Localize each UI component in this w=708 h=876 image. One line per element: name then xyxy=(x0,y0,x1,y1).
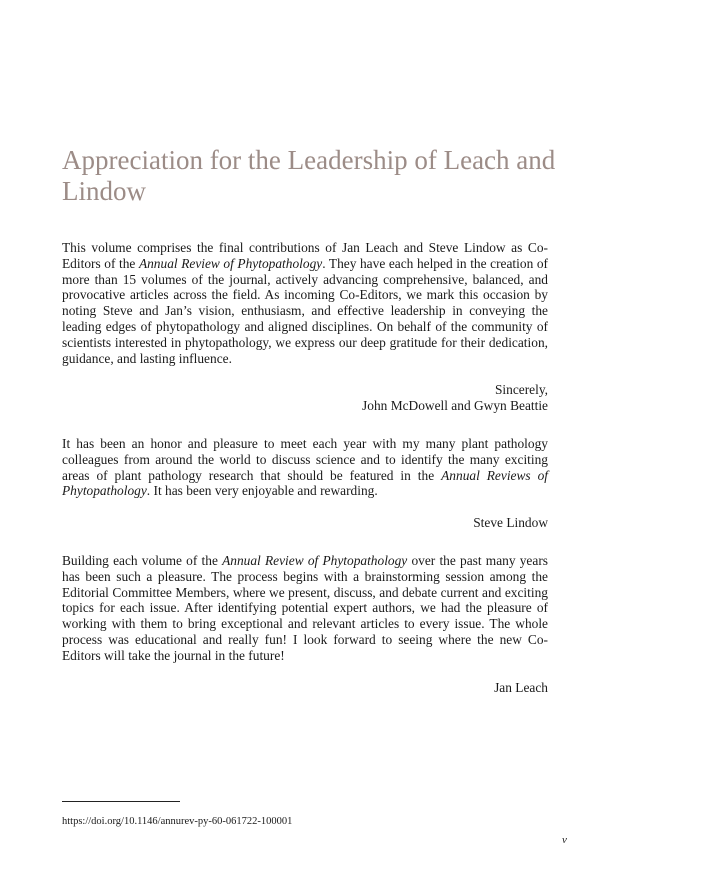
paragraph-text: This volume comprises the final contributions of Jan Leach and Steve Lindow as Co-Editors of the xyxy=(62,240,548,271)
signature-names: John McDowell and Gwyn Beattie xyxy=(362,398,548,414)
paragraph-text: over the past many years has been such a pleasure. The process begins with a brainstorming session among the Editorial Committee Members, where we present, discuss, and debate current and exciting topics for each issue. After identifying potential expert authors, we had the pleasure of working with them to bring exceptional and relevant articles to every issue. The whole process was educational and really fun! I look forward to seeing where the new Co-Editors will take the journal in the future! xyxy=(62,552,548,663)
article-body xyxy=(62,240,548,695)
journal-title-italic: Annual Review of Phytopathology xyxy=(222,552,408,568)
journal-title-italic: Annual Review of Phytopathology xyxy=(138,255,323,271)
signature-closing: Sincerely, xyxy=(494,382,548,398)
page-title: Appreciation for the Leadership of Leach and Lindow xyxy=(62,145,556,206)
footnote-divider xyxy=(62,801,180,802)
paragraph-text: Building each volume of the xyxy=(62,552,223,568)
journal-title-italic: Annual Reviews of Phytopathology xyxy=(62,467,548,499)
paragraph-leach xyxy=(62,553,548,664)
paragraph-text: It has been an honor and pleasure to meet each year with my many plant pathology colleagues from around the world to discuss science and to identify the many exciting areas of plant pathology research that should be featured in the xyxy=(62,435,548,483)
doi-link[interactable]: https://doi.org/10.1146/annurev-py-60-061722-100001 xyxy=(62,816,293,827)
signature-leach: Jan Leach xyxy=(494,679,548,695)
paragraph-editors-note xyxy=(62,240,548,366)
paragraph-lindow xyxy=(62,436,548,499)
paragraph-text: . It has been very enjoyable and rewarding. xyxy=(146,483,378,499)
page-number: v xyxy=(562,834,567,846)
signature-lindow: Steve Lindow xyxy=(473,515,548,531)
paragraph-text: . They have each helped in the creation of more than 15 volumes of the journal, actively advancing comprehensive, balanced, and provocative articles across the field. As incoming Co-Editors, we mark this occasion by noting Steve and Jan’s vision, enthusiasm, and effective leadership in conveying the leading edges of phytopathology and aligned disciplines. On behalf of the community of scientists interested in phytopathology, we express our deep gratitude for their dedication, guidance, and lasting influence. xyxy=(62,255,548,366)
